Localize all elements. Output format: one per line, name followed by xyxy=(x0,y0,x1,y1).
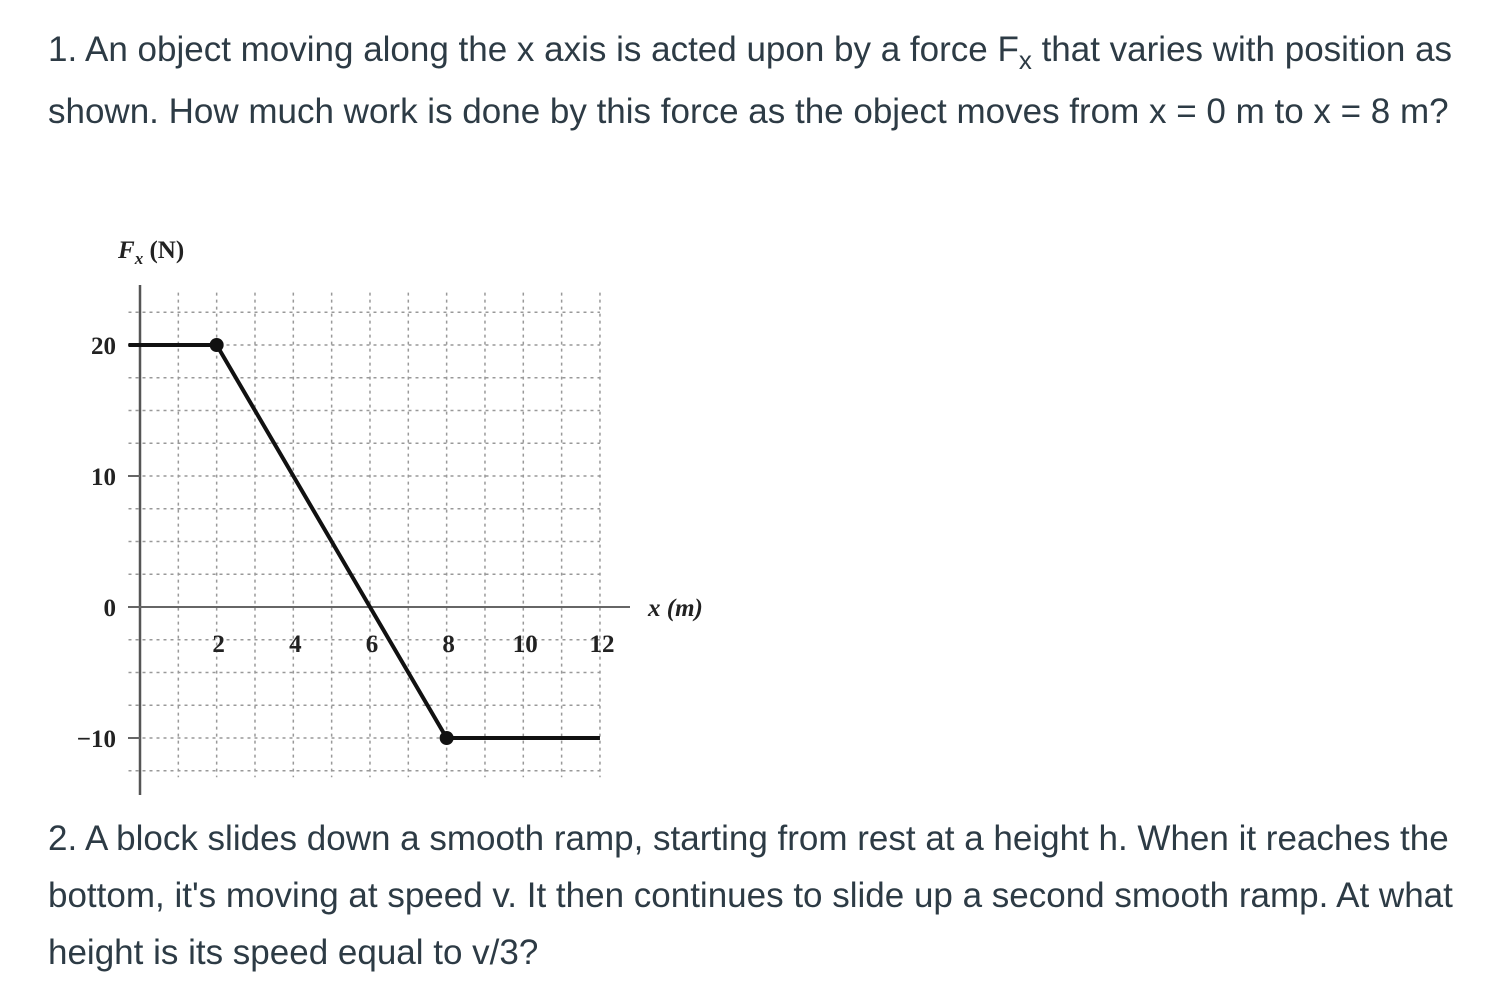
x-tick-label: 12 xyxy=(589,631,615,658)
question-2: 2. A block slides down a smooth ramp, starting from rest at a height h. When it reaches the bottom, it's moving at speed v. It then continues to slide up a second smooth ramp. At what height is its speed equal to v/3? xyxy=(48,819,1453,972)
y-axis-title-unit: (N) xyxy=(143,237,185,264)
y-tick-label: 0 xyxy=(103,595,116,622)
data-point-marker xyxy=(440,731,454,745)
y-axis-title-sub: x xyxy=(134,249,144,268)
x-tick-label: 2 xyxy=(212,631,225,658)
y-axis-title-main: F xyxy=(118,237,135,264)
question-1 xyxy=(48,20,1468,142)
question-1-text-cont: that varies with position as shown. How much work is done by this force as the object moves from x = 0 m to x = 8 m? xyxy=(48,30,1453,131)
x-axis-title: x (m) xyxy=(648,595,703,622)
force-position-chart xyxy=(0,200,760,800)
x-tick-label: 6 xyxy=(365,631,379,658)
y-tick-label: 10 xyxy=(91,464,116,491)
y-tick-label: 20 xyxy=(91,333,116,360)
x-tick-label: 4 xyxy=(289,631,302,658)
question-1-subscript: x xyxy=(1018,45,1032,75)
chart-axes xyxy=(140,285,630,795)
chart-grid xyxy=(129,293,600,778)
data-point-marker xyxy=(210,338,224,352)
x-tick-label: 8 xyxy=(442,631,455,658)
question-1-text: 1. An object moving along the x axis is acted upon by a force F xyxy=(48,30,1019,69)
y-axis-title xyxy=(117,237,184,268)
x-tick-label: 10 xyxy=(512,631,538,658)
chart-ticks xyxy=(77,333,615,753)
y-tick-label: −10 xyxy=(76,726,116,753)
